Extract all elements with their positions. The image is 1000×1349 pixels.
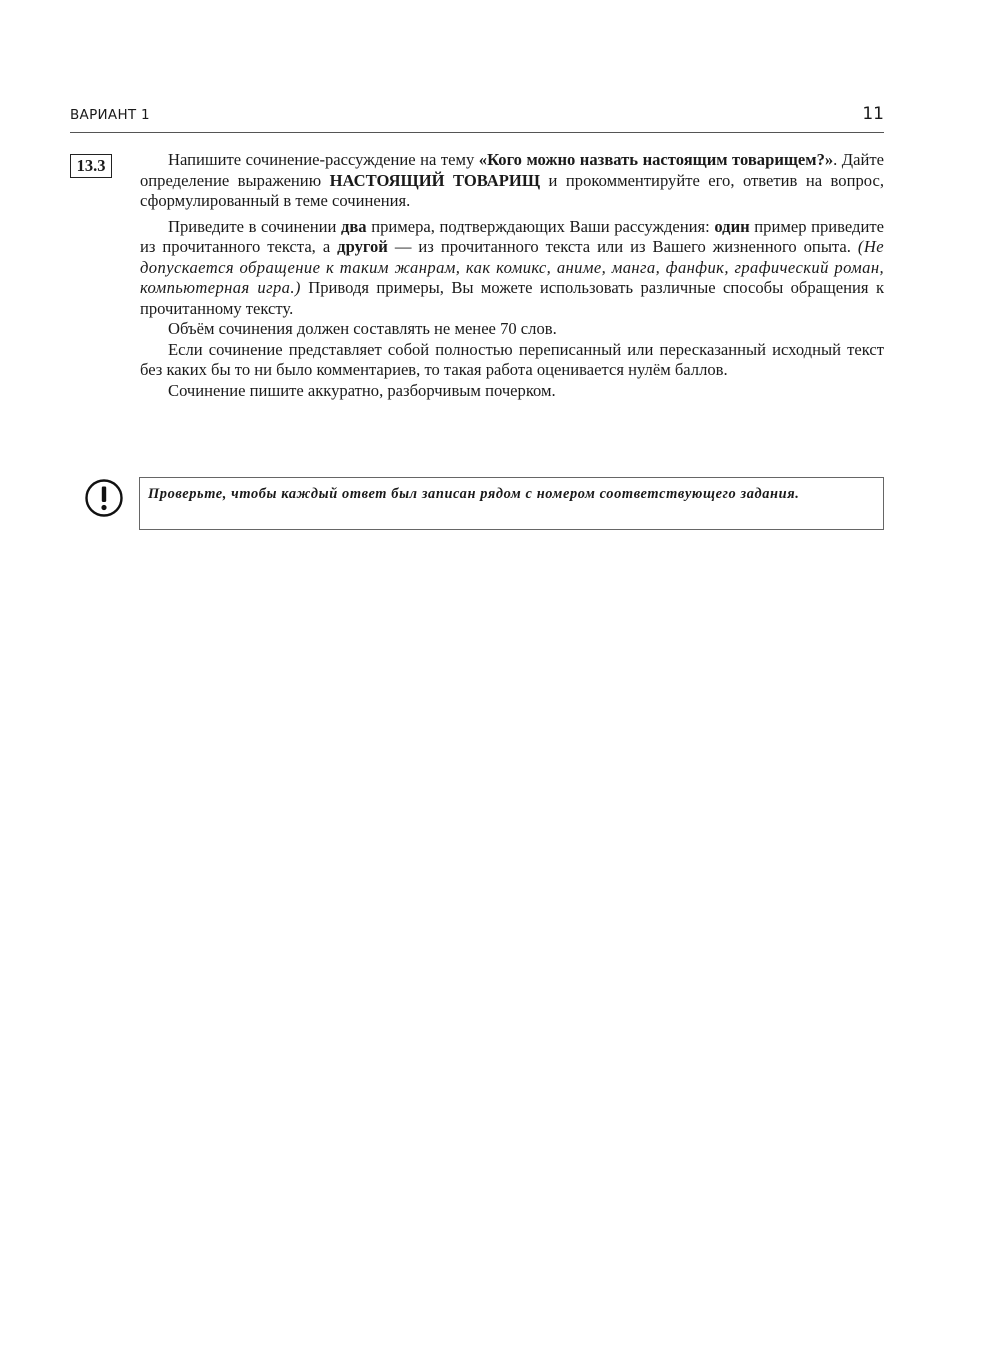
task-paragraph-length: Объём сочинения должен составлять не менее 70 слов. — [168, 319, 557, 338]
task-number-box: 13.3 — [70, 154, 112, 178]
genre-restriction-note: (Не допускается обращение к таким жанрам, как комикс, аниме, манга, фанфик, графический роман, компьютерная игра.) — [140, 237, 884, 297]
page-number: 11 — [862, 104, 884, 124]
task-text — [140, 150, 884, 401]
essay-topic: «Кого можно назвать настоящим товарищем?» — [478, 150, 834, 169]
notice-text: Проверьте, чтобы каждый ответ был записан рядом с номером соответствующего задания. — [148, 486, 800, 502]
exclamation-circle-icon — [84, 478, 124, 518]
task-paragraph-scoring: Если сочинение представляет собой полностью переписанный или пересказанный исходный текст без каких бы то ни было комментариев, то такая работа оценивается нулём баллов. — [140, 339, 884, 379]
notice-box — [139, 477, 884, 530]
variant-label: ВАРИАНТ 1 — [70, 107, 150, 123]
task-paragraph-examples: Приведите в сочинении два примера, подтверждающих Ваши рассуждения: один пример приведите из прочитанного текста, а другой — из прочитанного текста или из Вашего жизненного опыта. (Не допускается обращение к таким жанрам, как комикс, аниме, манга, фанфик, графический роман, компьютерная игра.) Приводя примеры, Вы можете использовать различные способы обращения к прочитанному тексту. — [140, 216, 885, 318]
key-phrase: НАСТОЯЩИЙ ТОВАРИЩ — [329, 170, 541, 190]
task-paragraph-handwriting: Сочинение пишите аккуратно, разборчивым почерком. — [168, 380, 556, 400]
task-paragraph-topic: Напишите сочинение-рассуждение на тему «Кого можно назвать настоящим товарищем?». Дайте определение выражению НАСТОЯЩИЙ ТОВАРИЩ и прокомментируйте его, ответив на вопрос, сформулированный в теме сочинения. — [140, 150, 884, 210]
page-header — [70, 104, 884, 133]
